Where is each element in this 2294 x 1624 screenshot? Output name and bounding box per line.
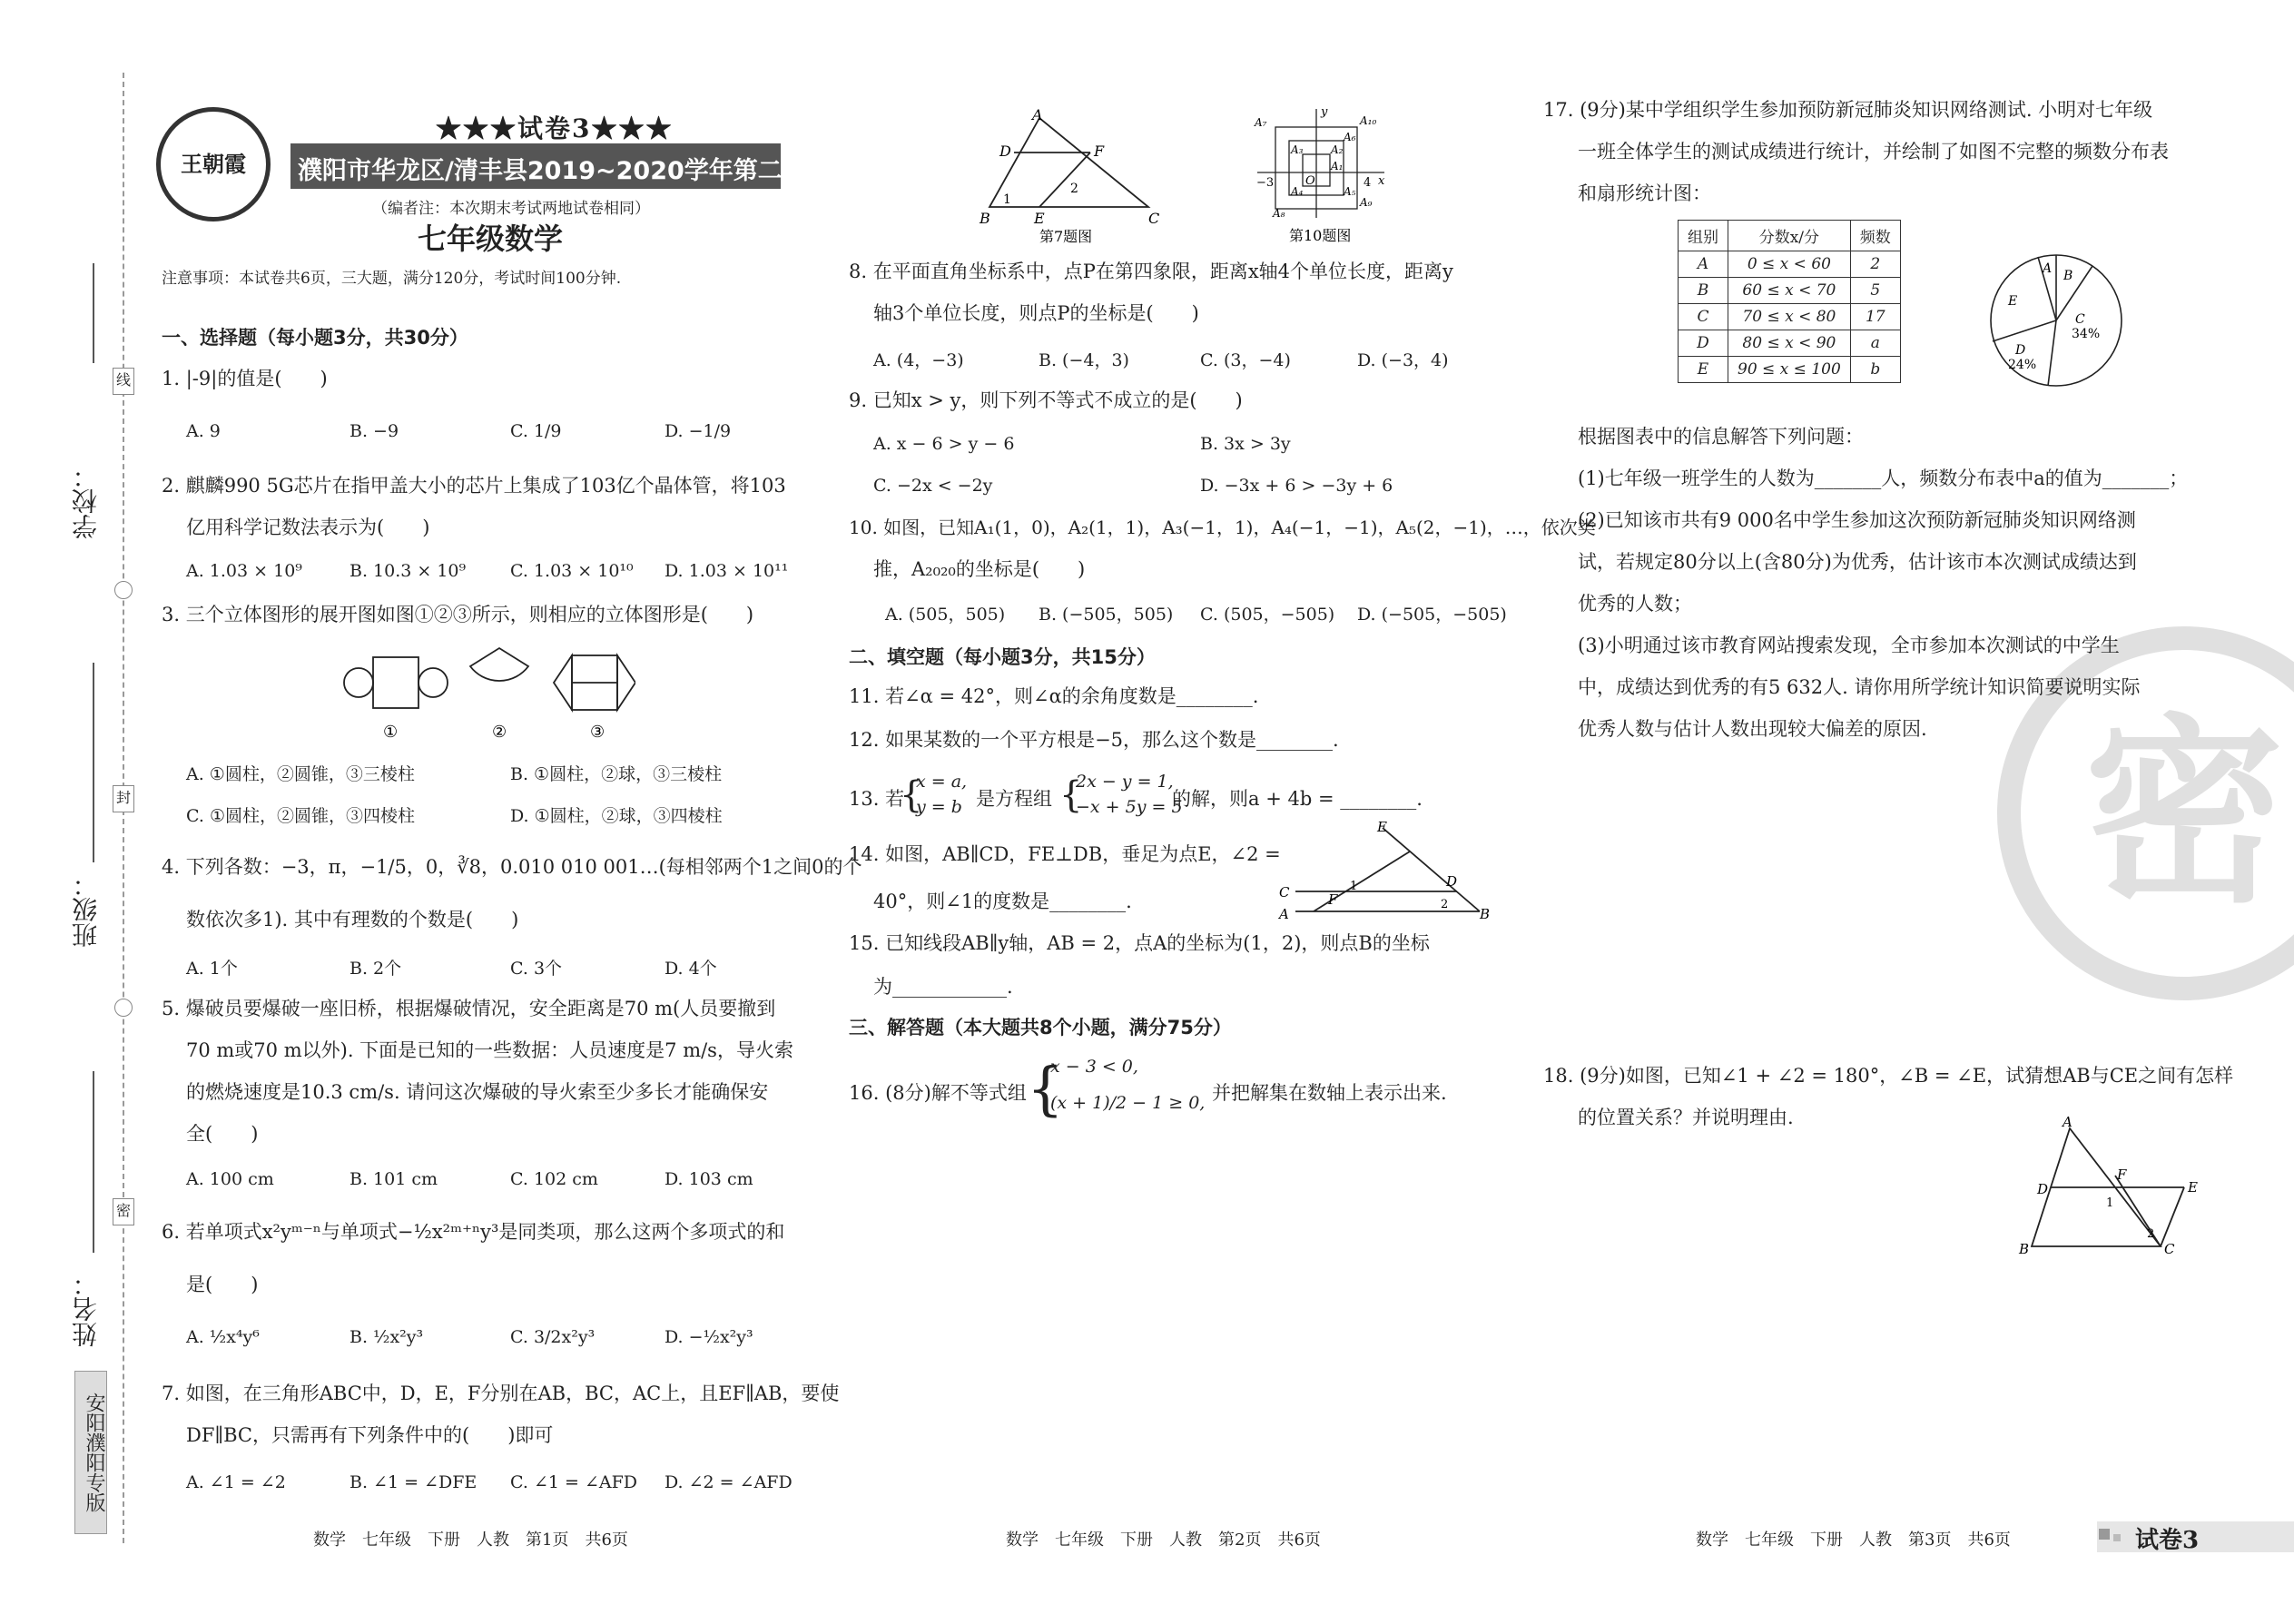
- q7-option-b: B. ∠1 = ∠DFE: [350, 1472, 478, 1492]
- footer-paper-tag: 试卷3: [2135, 1527, 2200, 1554]
- q14-label-a: A: [1279, 906, 1289, 922]
- q8-option-c: C. (3，−4): [1200, 350, 1291, 370]
- q18-angle-1: 1: [2106, 1196, 2114, 1210]
- q14-line-db: [1383, 828, 1480, 911]
- q2-option-d: D. 1.03 × 10¹¹: [665, 561, 789, 581]
- q10-option-d: D. (−505，−505): [1357, 605, 1507, 625]
- q4-option-b: B. 2个: [350, 959, 402, 979]
- fig7-ef: [1039, 153, 1090, 207]
- q7-option-c: C. ∠1 = ∠AFD: [510, 1472, 638, 1492]
- section-fill: 二、填空题（每小题3分，共15分）: [849, 646, 1156, 668]
- fig10-plus4: 4: [1364, 176, 1372, 190]
- q4-stem-line2: 数依次多1). 其中有理数的个数是( ): [186, 909, 519, 930]
- pie-percent-d: 24%: [2008, 358, 2037, 372]
- table-row: [1679, 251, 1901, 278]
- net-3: [554, 655, 635, 710]
- q12-stem: 12. 如果某数的一个平方根是−5，那么这个数是________.: [849, 729, 1339, 751]
- fig7-triangle: [989, 118, 1148, 207]
- brand-logo: 王朝霞: [156, 107, 271, 221]
- table-row: [1679, 304, 1901, 330]
- q10-option-a: A. (505，505): [885, 605, 1006, 625]
- table-header: 频数: [1850, 221, 1900, 251]
- q18-label-e: E: [2188, 1179, 2198, 1196]
- q18-label-b: B: [2019, 1241, 2030, 1257]
- table-cell: 90 ≤ x ≤ 100: [1728, 357, 1851, 383]
- fig10-a4: A₄: [1291, 185, 1304, 198]
- q17-prompt: 根据图表中的信息解答下列问题：: [1578, 426, 1864, 448]
- table-header: 组别: [1679, 221, 1728, 251]
- exam-notice: 注意事项：本试卷共6页，三大题，满分120分，考试时间100分钟.: [162, 270, 622, 288]
- q13-brace-1: {: [900, 774, 923, 816]
- edition-badge: 安阳濮阳专版: [74, 1371, 107, 1534]
- q10-stem-line1: 10. 如图，已知A₁(1，0)，A₂(1，1)，A₃(−1，1)，A₄(−1，−1)，A₅(2，−1)，…，依次类: [849, 517, 1596, 538]
- q13-mid: 是方程组: [976, 788, 1052, 810]
- q4-option-a: A. 1个: [186, 959, 238, 979]
- q5-option-d: D. 103 cm: [665, 1169, 753, 1189]
- q18-figure: [2015, 1112, 2206, 1262]
- fig10: [1253, 104, 1389, 245]
- table-cell: 70 ≤ x < 80: [1728, 304, 1851, 330]
- q2-stem-line2: 亿用科学记数法表示为( ): [186, 517, 430, 538]
- q17-stem-line1: 17. (9分)某中学组织学生参加预防新冠肺炎知识网络测试. 小明对七年级: [1543, 99, 2153, 121]
- q10-stem-line2: 推，A₂₀₂₀的坐标是( ): [873, 558, 1086, 580]
- q18-label-f: F: [2117, 1166, 2127, 1183]
- table-cell: A: [1679, 251, 1728, 278]
- q13-sys1-line2: y = b: [916, 797, 962, 817]
- footer-tag-square: [2099, 1529, 2110, 1540]
- q7-stem-line2: DF∥BC，只需再有下列条件中的( )即可: [186, 1424, 554, 1446]
- q17-part3-line2: 中，成绩达到优秀的有5 632人. 请你用所学统计知识简要说明实际: [1578, 676, 2141, 698]
- q17-part2-line3: 优秀的人数；: [1578, 593, 1692, 615]
- table-cell: E: [1679, 357, 1728, 383]
- q13-sys1-line1: x = a,: [916, 772, 968, 792]
- q17-stem-line3: 和扇形统计图：: [1578, 182, 1711, 204]
- q5-stem-line2: 70 m或70 m以外). 下面是已知的一些数据：人员速度是7 m/s，导火索: [186, 1039, 793, 1061]
- fig10-a10: A₁₀: [1360, 114, 1377, 127]
- net-3-label: ③: [590, 723, 605, 742]
- q6-option-a: A. ½x⁴y⁶: [186, 1327, 260, 1347]
- q17-part1: (1)七年级一班学生的人数为_______人，频数分布表中a的值为_______；: [1578, 468, 2189, 489]
- school-label: 学校：: [71, 463, 101, 539]
- q5-option-a: A. 100 cm: [186, 1169, 274, 1189]
- table-row: [1679, 330, 1901, 357]
- table-cell: 2: [1850, 251, 1900, 278]
- table-cell: 0 ≤ x < 60: [1728, 251, 1851, 278]
- fig10-a7: A₇: [1255, 116, 1267, 129]
- class-label: 班级：: [71, 871, 101, 948]
- fig10-a1: A₁: [1331, 160, 1344, 172]
- q2-stem-line1: 2. 麒麟990 5G芯片在指甲盖大小的芯片上集成了103亿个晶体管，将103: [162, 475, 786, 497]
- q17-part2-line1: (2)已知该市共有9 000名中学生参加这次预防新冠肺炎知识网络测: [1578, 509, 2136, 531]
- q9-option-b: B. 3x > 3y: [1200, 434, 1291, 454]
- class-line: [93, 663, 94, 862]
- table-cell: 80 ≤ x < 90: [1728, 330, 1851, 357]
- q16-pre: 16. (8分)解不等式组: [849, 1082, 1027, 1104]
- q7-option-d: D. ∠2 = ∠AFD: [665, 1472, 793, 1492]
- fig7-label-e: E: [1034, 210, 1045, 227]
- q14-label-c: C: [1279, 884, 1290, 901]
- fig10-minus3: −3: [1256, 176, 1275, 190]
- q9-option-c: C. −2x < −2y: [873, 476, 993, 496]
- q17-part3-line1: (3)小明通过该市教育网站搜索发现，全市参加本次测试的中学生: [1578, 635, 2120, 656]
- q18-label-c: C: [2164, 1241, 2175, 1257]
- table-row: [1679, 357, 1901, 383]
- fig10-a5: A₅: [1344, 185, 1356, 198]
- q14-stem-line2: 40°，则∠1的度数是________.: [873, 891, 1132, 912]
- footer-page-1: 数学 七年级 下册 人教 第1页 共6页: [313, 1530, 628, 1550]
- fig7-label-b: B: [980, 210, 990, 227]
- fig10-a8: A₈: [1273, 207, 1285, 220]
- q13-brace-2: {: [1059, 774, 1083, 816]
- q16-brace: {: [1027, 1056, 1064, 1123]
- q18-label-d: D: [2037, 1181, 2049, 1197]
- net-2-label: ②: [492, 723, 507, 742]
- net-2: [470, 648, 528, 681]
- pie-divider-cd: [2048, 320, 2056, 386]
- q3-stem: 3. 三个立体图形的展开图如图①②③所示，则相应的立体图形是( ): [162, 604, 754, 625]
- school-line: [93, 263, 94, 363]
- footer-tag-square-small: [2113, 1534, 2121, 1541]
- pie-divider-de: [1993, 320, 2056, 341]
- fig7-angle-1: 1: [1003, 192, 1011, 207]
- seal-mark-seal: 封: [113, 785, 134, 812]
- table-header-row: [1679, 221, 1901, 251]
- q15-stem-line1: 15. 已知线段AB∥y轴，AB = 2，点A的坐标为(1，2)，则点B的坐标: [849, 932, 1430, 954]
- table-cell: C: [1679, 304, 1728, 330]
- q8-option-b: B. (−4，3): [1039, 350, 1129, 370]
- q14-angle-1: 1: [1350, 880, 1358, 893]
- q13-sys2-line2: −x + 5y = 5: [1076, 797, 1183, 817]
- q3-option-c: C. ①圆柱，②圆锥，③四棱柱: [186, 806, 415, 826]
- seal-mark-secret: 密: [113, 1198, 134, 1225]
- q6-stem-line2: 是( ): [186, 1274, 259, 1295]
- q3-option-a: A. ①圆柱，②圆锥，③三棱柱: [186, 764, 415, 784]
- q4-stem-line1: 4. 下列各数：−3，π，−1/5，0，∛8，0.010 010 001…(每相邻两个1之间0的个: [162, 856, 862, 878]
- table-row: [1679, 278, 1901, 304]
- name-line: [93, 1071, 94, 1253]
- q8-stem-line1: 8. 在平面直角坐标系中，点P在第四象限，距离x轴4个单位长度，距离y: [849, 261, 1453, 282]
- subject-title: 七年级数学: [418, 221, 564, 256]
- q6-stem-line1: 6. 若单项式x²yᵐ⁻ⁿ与单项式−½x²ᵐ⁺ⁿy³是同类项，那么这两个多项式的和: [162, 1221, 785, 1243]
- fig7: [976, 109, 1167, 245]
- q1-option-c: C. 1/9: [510, 421, 562, 441]
- fig7-angle-2: 2: [1070, 182, 1078, 196]
- q2-option-c: C. 1.03 × 10¹⁰: [510, 561, 634, 581]
- pie-label-c: C: [2075, 312, 2085, 327]
- q17-pie-chart: [1979, 243, 2133, 398]
- exam-title: 濮阳市华龙区/清丰县2019~2020学年第二学期期末考试: [298, 157, 930, 185]
- pie-divider-bc: [2056, 266, 2092, 320]
- table-cell: 5: [1850, 278, 1900, 304]
- q15-stem-line2: 为____________.: [873, 976, 1013, 998]
- q17-stem-line2: 一班全体学生的测试成绩进行统计，并绘制了如图不完整的频数分布表: [1578, 141, 2169, 162]
- fig10-a6: A₆: [1344, 131, 1356, 143]
- q9-stem: 9. 已知x > y，则下列不等式不成立的是( ): [849, 389, 1243, 411]
- q14-angle-2: 2: [1441, 898, 1449, 911]
- net-1: [344, 657, 448, 708]
- seal-mark-line: 线: [113, 368, 134, 395]
- pie-label-e: E: [2008, 294, 2018, 309]
- editor-note: （编者注：本次期末考试两地试卷相同）: [372, 200, 650, 218]
- q1-stem: 1. |-9|的值是( ): [162, 368, 328, 389]
- table-cell: a: [1850, 330, 1900, 357]
- q1-option-b: B. −9: [350, 421, 399, 441]
- q8-option-a: A. (4，−3): [873, 350, 964, 370]
- q14-label-b: B: [1480, 906, 1491, 922]
- q13-post: 的解，则a + 4b = ________.: [1172, 788, 1423, 810]
- pie-label-a: A: [2043, 261, 2053, 276]
- footer-page-2: 数学 七年级 下册 人教 第2页 共6页: [1006, 1530, 1321, 1550]
- q6-option-b: B. ½x²y³: [350, 1327, 424, 1347]
- q9-option-a: A. x − 6 > y − 6: [873, 434, 1015, 454]
- q5-stem-line1: 5. 爆破员要爆破一座旧桥，根据爆破情况，安全距离是70 m(人员要撤到: [162, 998, 776, 1019]
- q6-option-c: C. 3/2x²y³: [510, 1327, 596, 1347]
- paper-series: ★★★试卷3★★★: [436, 113, 674, 143]
- fig10-a9: A₉: [1360, 196, 1373, 209]
- q11-stem: 11. 若∠α = 42°，则∠α的余角度数是________.: [849, 685, 1259, 707]
- q14-stem-line1: 14. 如图，AB∥CD，FE⊥DB，垂足为点E，∠2 =: [849, 843, 1281, 865]
- pie-label-b: B: [2063, 269, 2073, 283]
- section-choice: 一、选择题（每小题3分，共30分）: [162, 327, 468, 349]
- q14-label-f: F: [1328, 891, 1338, 908]
- q14-label-d: D: [1446, 873, 1458, 890]
- table-cell: D: [1679, 330, 1728, 357]
- q17-part2-line2: 试，若规定80分以上(含80分)为优秀，估计该市本次测试成绩达到: [1578, 551, 2137, 573]
- q13-pre: 13. 若: [849, 788, 905, 810]
- fig10-origin: O: [1305, 174, 1315, 188]
- fig10-caption: 第10题图: [1289, 227, 1352, 244]
- q9-option-d: D. −3x + 6 > −3y + 6: [1200, 476, 1393, 496]
- q14-figure: [1275, 817, 1493, 926]
- q7-stem-line1: 7. 如图，在三角形ABC中，D，E，F分别在AB，BC，AC上，且EF∥AB，要使: [162, 1383, 840, 1404]
- q7-option-a: A. ∠1 = ∠2: [186, 1472, 286, 1492]
- q10-option-c: C. (505，−505): [1200, 605, 1335, 625]
- secret-stamp: 密: [1997, 626, 2294, 1000]
- fig10-y: y: [1321, 105, 1328, 119]
- footer-page-3: 数学 七年级 下册 人教 第3页 共6页: [1696, 1530, 2011, 1550]
- q3-figure: [336, 645, 635, 744]
- q8-option-d: D. (−3，4): [1357, 350, 1449, 370]
- q3-option-d: D. ①圆柱，②球，③四棱柱: [510, 806, 723, 826]
- q17-frequency-table: [1678, 220, 1901, 383]
- net-1-label: ①: [383, 723, 399, 742]
- q5-option-b: B. 101 cm: [350, 1169, 438, 1189]
- q1-option-a: A. 9: [186, 421, 221, 441]
- q4-option-d: D. 4个: [665, 959, 717, 979]
- q1-option-d: D. −1/9: [665, 421, 732, 441]
- q16-ineq-1: x − 3 < 0,: [1050, 1057, 1138, 1077]
- q18-label-a: A: [2063, 1114, 2072, 1130]
- fig10-a3: A₃: [1291, 143, 1304, 156]
- table-cell: B: [1679, 278, 1728, 304]
- section-answer: 三、解答题（本大题共8个小题，满分75分）: [849, 1017, 1232, 1038]
- pie-label-d: D: [2015, 343, 2026, 358]
- q18-angle-2: 2: [2147, 1227, 2155, 1241]
- q18-stem-line2: 的位置关系？并说明理由.: [1578, 1107, 1794, 1128]
- q5-stem-line4: 全( ): [186, 1123, 259, 1145]
- table-cell: 60 ≤ x < 70: [1728, 278, 1851, 304]
- fig7-label-a: A: [1032, 109, 1043, 123]
- pie-percent-c: 34%: [2072, 327, 2101, 341]
- q8-stem-line2: 轴3个单位长度，则点P的坐标是( ): [873, 302, 1199, 324]
- q2-option-a: A. 1.03 × 10⁹: [186, 561, 302, 581]
- q13-sys2-line1: 2x − y = 1,: [1076, 772, 1174, 792]
- fig7-label-f: F: [1094, 143, 1105, 160]
- q14-label-e: E: [1377, 819, 1387, 835]
- seal-hole-2: [114, 999, 133, 1017]
- table-cell: b: [1850, 357, 1900, 383]
- table-cell: 17: [1850, 304, 1900, 330]
- fig7-label-d: D: [999, 143, 1011, 160]
- q18-stem-line1: 18. (9分)如图，已知∠1 + ∠2 = 180°，∠B = ∠E，试猜想AB与CE之间有怎样: [1543, 1065, 2234, 1087]
- q4-option-c: C. 3个: [510, 959, 563, 979]
- q6-option-d: D. −½x²y³: [665, 1327, 753, 1347]
- q5-stem-line3: 的燃烧速度是10.3 cm/s. 请问这次爆破的导火索至少多长才能确保安: [186, 1081, 769, 1103]
- q5-option-c: C. 102 cm: [510, 1169, 598, 1189]
- q10-option-b: B. (−505，505): [1039, 605, 1174, 625]
- name-label: 姓名：: [71, 1271, 101, 1347]
- seal-hole-1: [114, 581, 133, 599]
- q17-part3-line3: 优秀人数与估计人数出现较大偏差的原因.: [1578, 718, 1927, 740]
- fig7-label-c: C: [1148, 210, 1160, 227]
- q16-ineq-2: (x + 1)/2 − 1 ≥ 0,: [1050, 1093, 1206, 1113]
- q3-option-b: B. ①圆柱，②球，③三棱柱: [510, 764, 723, 784]
- fig10-x: x: [1378, 174, 1385, 188]
- q2-option-b: B. 10.3 × 10⁹: [350, 561, 467, 581]
- q16-post: 并把解集在数轴上表示出来.: [1212, 1082, 1447, 1104]
- q18-line-ce: [2161, 1187, 2184, 1246]
- table-header: 分数x/分: [1728, 221, 1851, 251]
- fig7-caption: 第7题图: [1039, 228, 1093, 245]
- fig10-a2: A₂: [1331, 143, 1344, 156]
